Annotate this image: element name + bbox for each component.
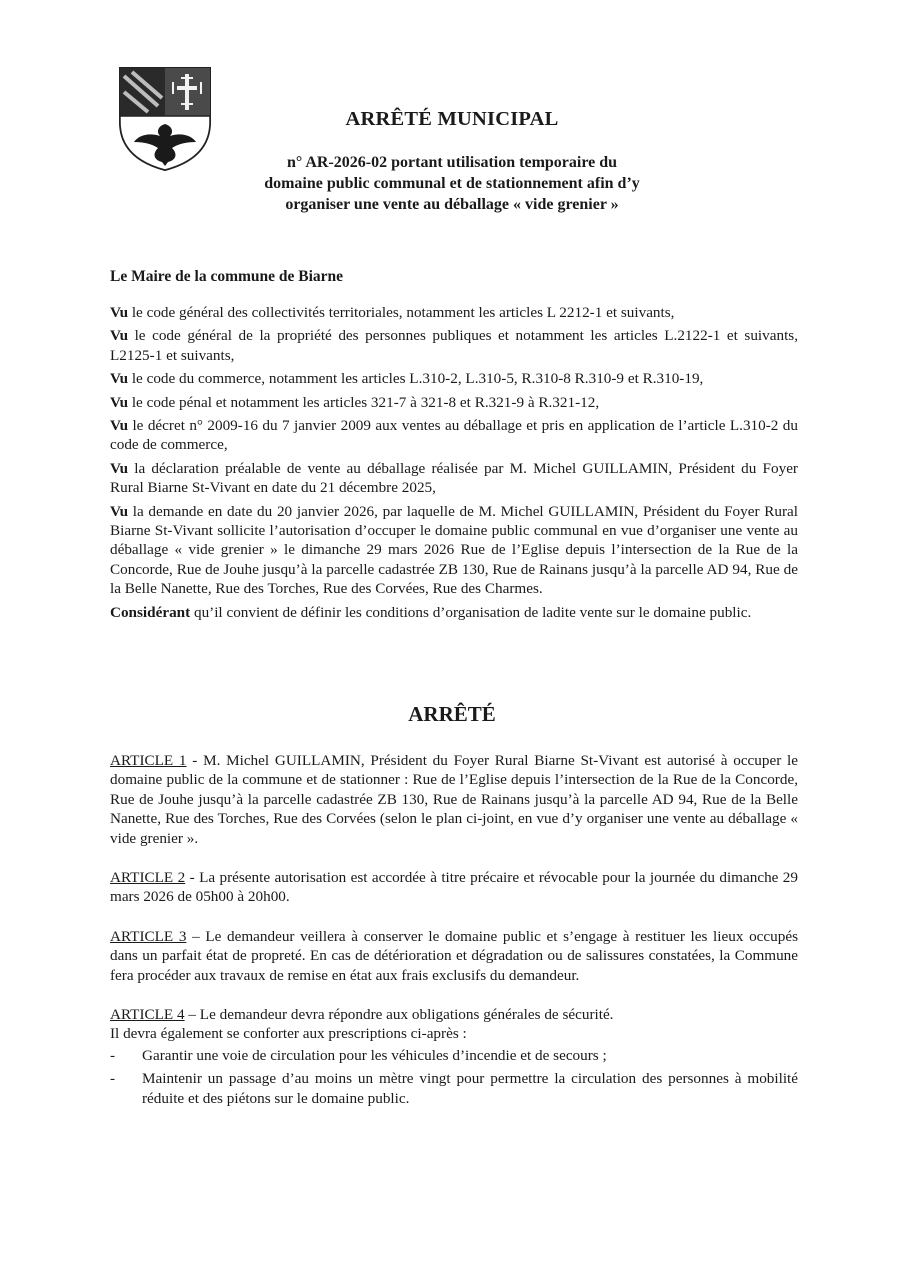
- visa-text: la déclaration préalable de vente au déballage réalisée par M. Michel GUILLAMIN, Président du Foyer Rural Biarne St-Vivant en date du 21 décembre 2025,: [110, 459, 798, 497]
- article-2: [110, 868, 798, 907]
- visa-lead: Vu: [110, 459, 129, 477]
- legal-visas: [110, 303, 798, 626]
- subtitle-line: n° AR-2026-02 portant utilisation temporaire du: [286, 154, 618, 171]
- article-separator: -: [185, 869, 200, 887]
- article-label: ARTICLE 3: [110, 927, 187, 945]
- prescriptions-list: [110, 1046, 798, 1108]
- visa-paragraph: [110, 502, 798, 599]
- municipal-coat-of-arms-icon: [118, 66, 212, 172]
- article-label: ARTICLE 1: [110, 752, 187, 769]
- article-label: ARTICLE 4: [110, 1006, 185, 1024]
- visa-paragraph: [110, 393, 798, 412]
- visa-text: le code pénal et notamment les articles 321-7 à 321-8 et R.321-9 à R.321-12,: [128, 393, 600, 411]
- articles-section: [110, 751, 798, 1128]
- article-text: Le demandeur veillera à conserver le domaine public et s’engage à restituer les lieux occupés dans un parfait état de propreté. En cas de détérioration et dégradation ou de salissures constatées, la Commune fera procéder aux travaux de remise en état aux frais exclusifs du demandeur.: [110, 927, 798, 984]
- visa-paragraph: [110, 416, 798, 455]
- visa-paragraph: [110, 459, 798, 498]
- considerant-text: qu’il convient de définir les conditions d’organisation de ladite vente sur le domaine public.: [190, 603, 752, 621]
- visa-paragraph: [110, 369, 798, 388]
- article-text: M. Michel GUILLAMIN, Président du Foyer Rural Biarne St-Vivant est autorisé à occuper le domaine public de la commune et de stationner : Rue de l’Eglise depuis l’intersection de la Rue de la Concorde, Rue de Jouhe jusqu’à la parcelle cadastrée ZB 130, Rue de Rainans jusqu’à la parcelle AD 94, Rue de la Belle Nanette, Rue des Torches, Rue des Corvées (selon le plan ci-joint, en vue d’y organiser une vente au déballage « vide grenier ».: [110, 752, 798, 847]
- issuing-authority: Le Maire de la commune de Biarne: [110, 268, 344, 285]
- list-item: [110, 1046, 798, 1065]
- decree-heading: ARRÊTÉ: [408, 702, 496, 726]
- visa-paragraph: [110, 326, 798, 365]
- visa-lead: Vu: [110, 393, 129, 411]
- list-item-text: Maintenir un passage d’au moins un mètre vingt pour permettre la circulation des personnes à mobilité réduite et des piétons sur le domaine public.: [142, 1070, 798, 1107]
- considerant-paragraph: [110, 603, 798, 622]
- article-text: Le demandeur devra répondre aux obligations générales de sécurité.: [199, 1006, 614, 1024]
- article-3: [110, 927, 798, 985]
- visa-lead: Vu: [110, 327, 129, 345]
- visa-paragraph: [110, 303, 798, 322]
- list-item-text: Garantir une voie de circulation pour les véhicules d’incendie et de secours ;: [142, 1046, 607, 1064]
- document-title: ARRÊTÉ MUNICIPAL: [345, 108, 559, 130]
- bullet-dash: -: [110, 1046, 116, 1064]
- article-4: [110, 1005, 798, 1108]
- document-subtitle: [222, 152, 682, 215]
- visa-text: le décret n° 2009-16 du 7 janvier 2009 aux ventes au déballage et pris en application de l’article L.310-2 du code de commerce,: [110, 417, 798, 454]
- visa-text: le code général de la propriété des personnes publiques et notamment les articles L.2122-1 et suivants, L2125-1 et suivants,: [110, 327, 798, 364]
- article-separator: –: [184, 1006, 200, 1024]
- considerant-lead: Considérant: [110, 603, 191, 621]
- list-item: [110, 1069, 798, 1108]
- subtitle-line: organiser une vente au déballage « vide grenier »: [285, 196, 619, 213]
- visa-lead: Vu: [110, 370, 129, 388]
- bullet-dash: -: [110, 1070, 116, 1088]
- visa-lead: Vu: [110, 502, 129, 520]
- visa-text: le code du commerce, notamment les articles L.310-2, L.310-5, R.310-8 R.310-9 et R.310-19,: [128, 370, 704, 388]
- article-1: [110, 751, 798, 848]
- visa-lead: Vu: [110, 304, 129, 321]
- article-separator: -: [186, 752, 204, 769]
- subtitle-line: domaine public communal et de stationnement afin d’y: [264, 175, 640, 192]
- visa-text: le code général des collectivités territoriales, notamment les articles L 2212-1 et suivants,: [128, 304, 675, 321]
- article-separator: –: [186, 927, 206, 945]
- visa-text: la demande en date du 20 janvier 2026, par laquelle de M. Michel GUILLAMIN, Président du Foyer Rural Biarne St-Vivant sollicite l’autorisation d’occuper le domaine public communal en vue d’organiser une vente au déballage « vide grenier » le dimanche 29 mars 2026 Rue de l’Eglise depuis l’intersection de la Rue de la Concorde, Rue de Jouhe jusqu’à la parcelle cadastrée ZB 130, Rue de Rainans jusqu’à la parcelle AD 94, Rue de la Belle Nanette, Rue des Torches, Rue des Corvées, Rue des Charmes.: [110, 502, 798, 598]
- visa-lead: Vu: [110, 417, 129, 435]
- article-label: ARTICLE 2: [110, 869, 186, 887]
- article-extra-text: Il devra également se conforter aux prescriptions ci-après :: [110, 1025, 467, 1043]
- article-text: La présente autorisation est accordée à titre précaire et révocable pour la journée du dimanche 29 mars 2026 de 05h00 à 20h00.: [110, 869, 798, 906]
